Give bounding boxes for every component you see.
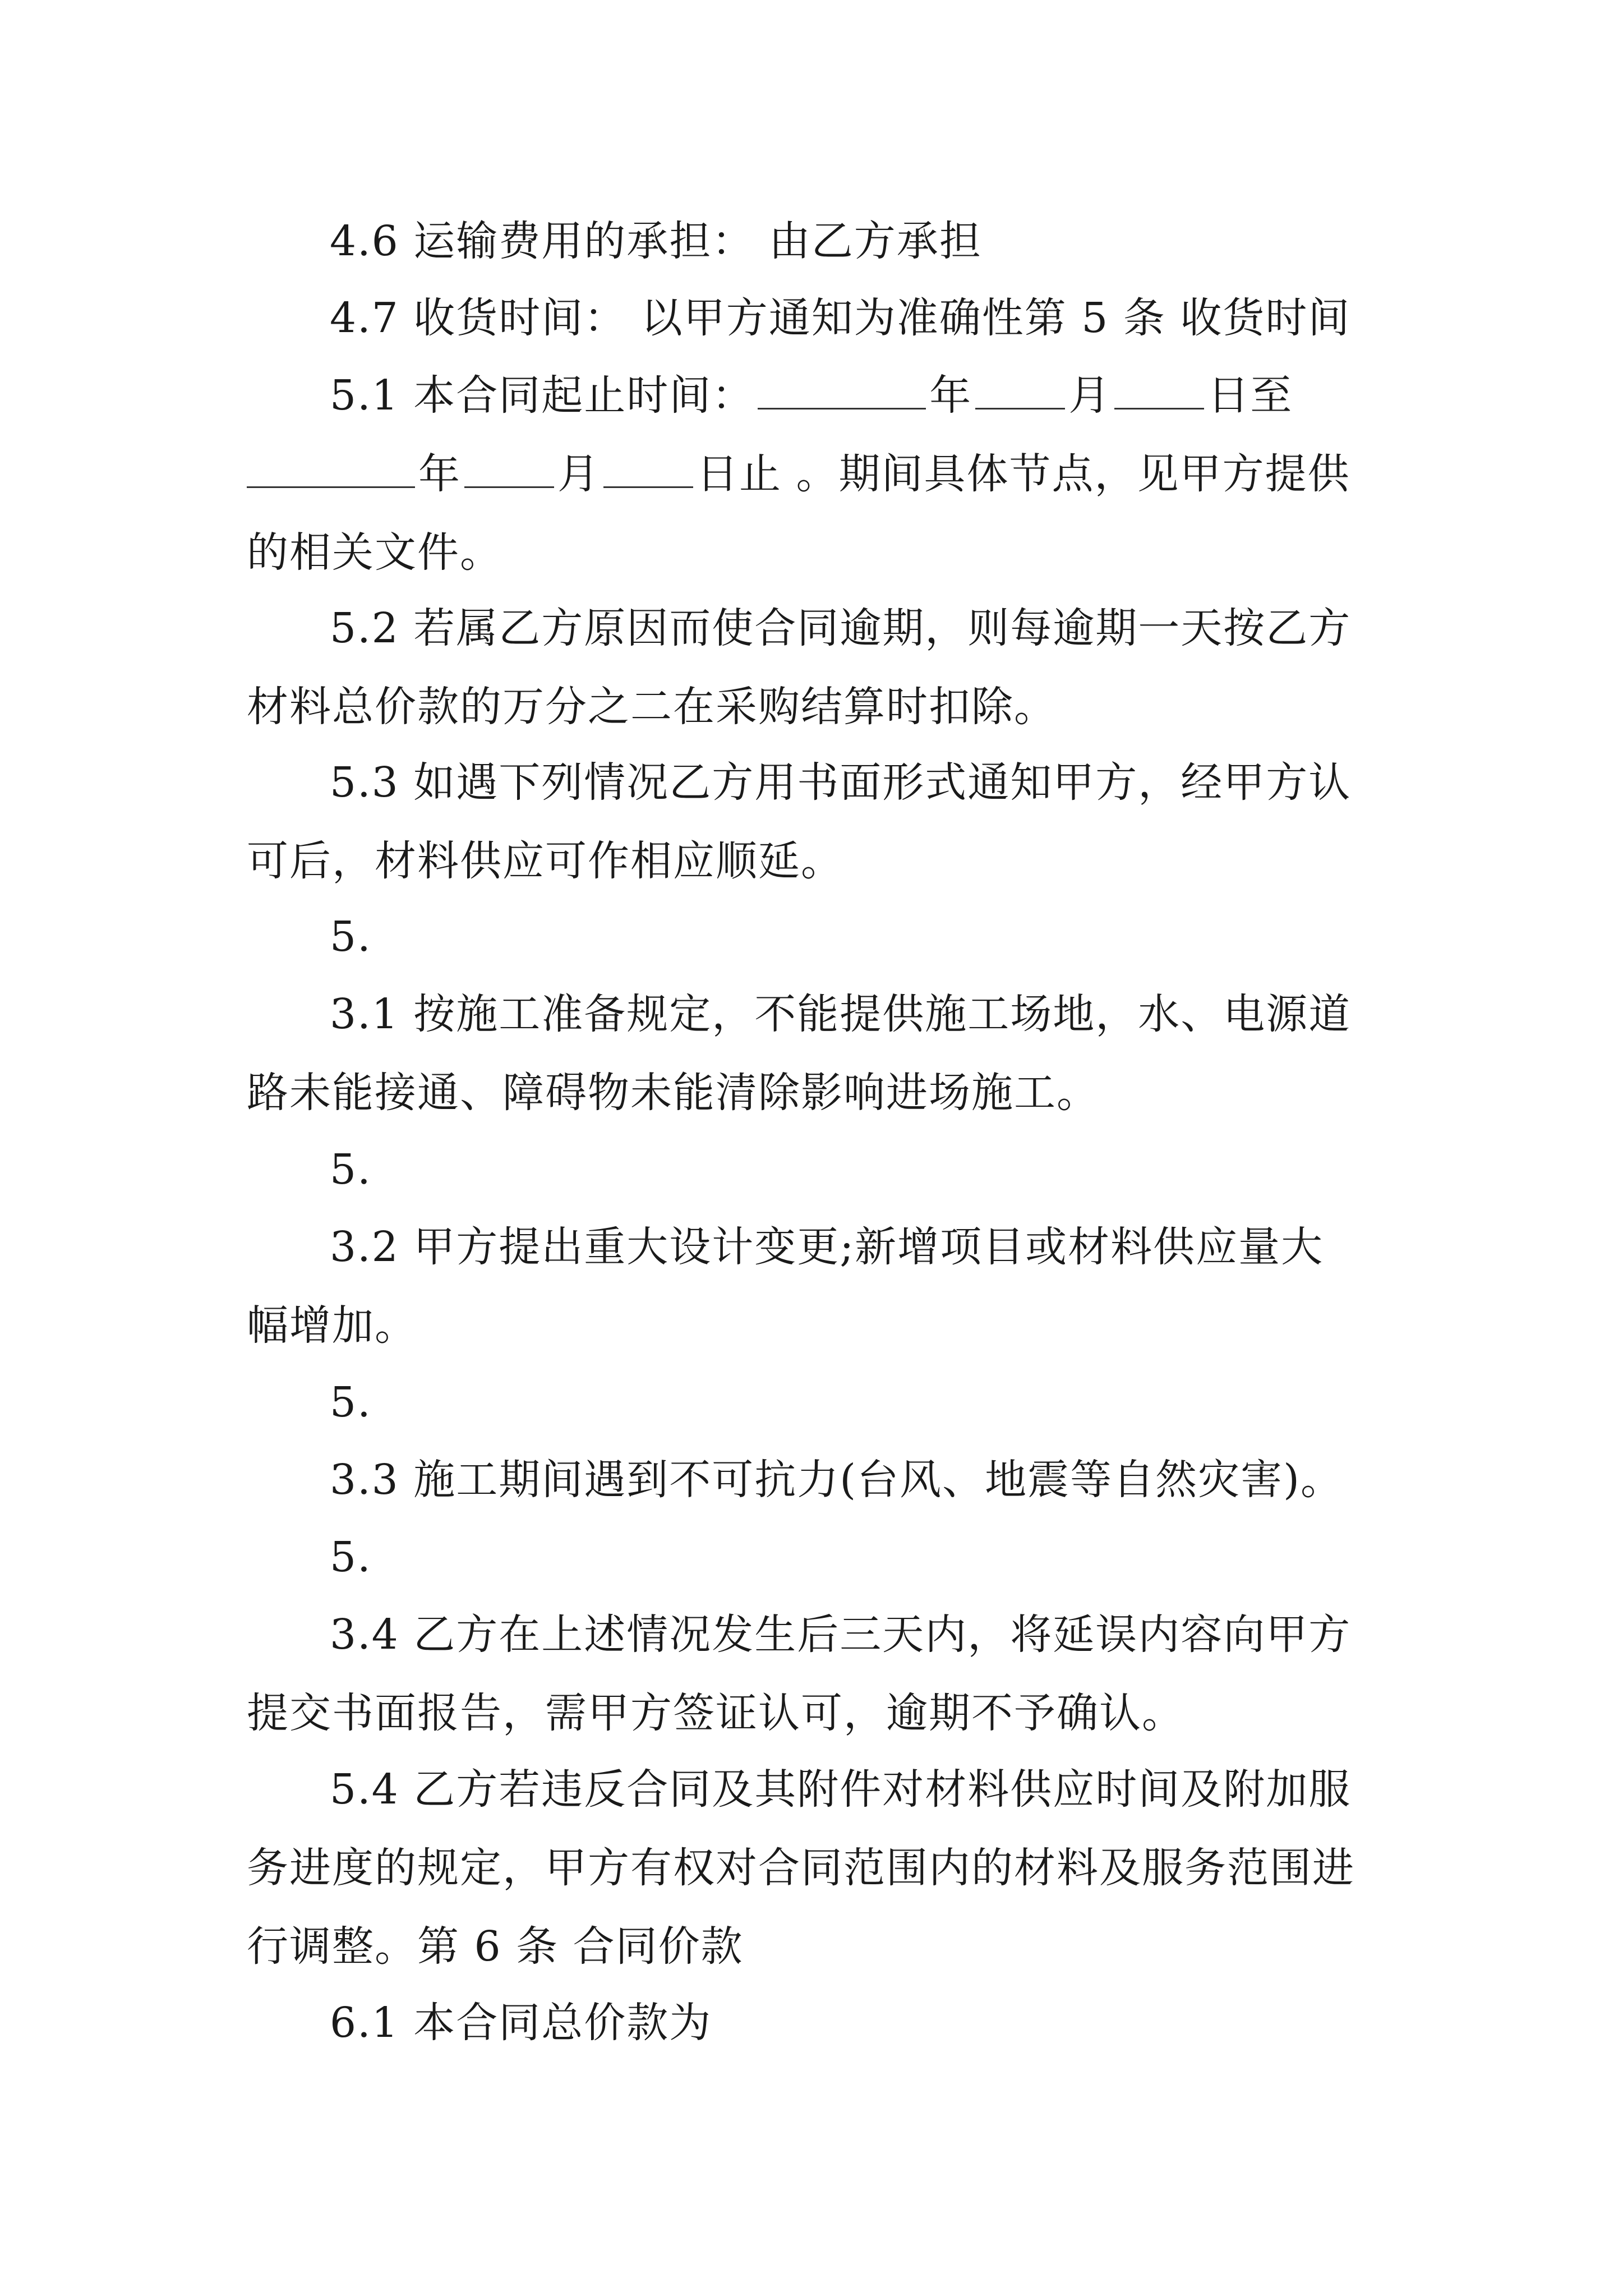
section-marker-3 bbox=[247, 1363, 1385, 1442]
clause-5-4-line-2: 务进度的规定，甲方有权对合同范围内的材料及服务范围进 bbox=[247, 1844, 1355, 1892]
clause-5-3-line-1: 5.3 如遇下列情况乙方用书面形式通知甲方，经甲方认 bbox=[330, 758, 1352, 807]
blank-year-1 bbox=[758, 374, 926, 409]
clause-5-3-2-line-2: 幅增加。 bbox=[247, 1301, 417, 1350]
blank-year-2 bbox=[247, 453, 415, 488]
clause-5-4-line-1: 5.4 乙方若违反合同及其附件对材料供应时间及附加服 bbox=[330, 1765, 1352, 1814]
clause-5-3-1-line-1: 3.1 按施工准备规定，不能提供施工场地，水、电源道 bbox=[330, 990, 1352, 1038]
clause-5-3-1 bbox=[247, 975, 1385, 1132]
clause-5-3-line-2: 可后，材料供应可作相应顺延。 bbox=[247, 837, 843, 885]
clause-5-1-line-2 bbox=[247, 435, 1385, 513]
section-marker-1-text: 5. bbox=[330, 913, 372, 961]
clause-4-6 bbox=[247, 202, 1385, 280]
clause-5-1-line-3: 的相关文件。 bbox=[247, 528, 502, 577]
clause-5-1-prefix: 5.1 本合同起止时间： bbox=[330, 371, 755, 420]
clause-5-3 bbox=[247, 743, 1385, 900]
clause-4-7 bbox=[247, 279, 1385, 357]
clause-5-3-4-line-1: 3.4 乙方在上述情况发生后三天内，将延误内容向甲方 bbox=[330, 1611, 1352, 1659]
clause-5-3-2-line-1: 3.2 甲方提出重大设计变更;新增项目或材料供应量大 bbox=[330, 1223, 1324, 1271]
blank-day-1 bbox=[1114, 374, 1204, 409]
clause-5-2 bbox=[247, 589, 1385, 746]
blank-day-2 bbox=[603, 453, 693, 488]
clause-4-7-text: 4.7 收货时间： 以甲方通知为准确性第 5 条 收货时间 bbox=[330, 294, 1351, 342]
clause-5-3-2 bbox=[247, 1208, 1385, 1365]
clause-5-3-4-line-2: 提交书面报告，需甲方签证认可，逾期不予确认。 bbox=[247, 1689, 1184, 1737]
clause-5-3-3-text: 3.3 施工期间遇到不可抗力(台风、地震等自然灾害)。 bbox=[330, 1456, 1343, 1504]
clause-6-1 bbox=[247, 1984, 1385, 2062]
clause-5-1-month-1: 月 bbox=[1068, 371, 1112, 420]
clause-5-1-day-to: 日至 bbox=[1207, 371, 1293, 420]
clause-5-3-4 bbox=[247, 1595, 1385, 1752]
clause-5-4 bbox=[247, 1750, 1385, 1986]
blank-month-1 bbox=[975, 374, 1065, 409]
clause-5-1-year-2: 年 bbox=[418, 450, 461, 498]
clause-5-1-year-1: 年 bbox=[929, 371, 972, 420]
clause-5-1 bbox=[247, 356, 1385, 592]
clause-5-4-line-3: 行调整。第 6 条 合同价款 bbox=[247, 1922, 744, 1971]
section-marker-4 bbox=[247, 1518, 1385, 1596]
clause-6-1-text: 6.1 本合同总价款为 bbox=[330, 1999, 712, 2047]
clause-5-2-line-1: 5.2 若属乙方原因而使合同逾期，则每逾期一天按乙方 bbox=[330, 604, 1352, 652]
blank-month-2 bbox=[464, 453, 554, 488]
section-marker-2-text: 5. bbox=[330, 1145, 372, 1194]
clause-5-2-line-2: 材料总价款的万分之二在采购结算时扣除。 bbox=[247, 683, 1057, 731]
section-marker-4-text: 5. bbox=[330, 1533, 372, 1581]
clause-4-6-text: 4.6 运输费用的承担： 由乙方承担 bbox=[330, 217, 982, 265]
section-marker-1 bbox=[247, 898, 1385, 976]
section-marker-3-text: 5. bbox=[330, 1378, 372, 1427]
clause-5-3-1-line-2: 路未能接通、障碍物未能清除影响进场施工。 bbox=[247, 1069, 1099, 1117]
clause-5-1-month-2: 月 bbox=[557, 450, 600, 498]
section-marker-2 bbox=[247, 1130, 1385, 1209]
clause-5-1-suffix: 日止 。期间具体节点，见甲方提供 bbox=[697, 450, 1350, 498]
clause-5-3-3 bbox=[247, 1441, 1385, 1519]
clause-5-1-line-1 bbox=[247, 356, 1385, 435]
